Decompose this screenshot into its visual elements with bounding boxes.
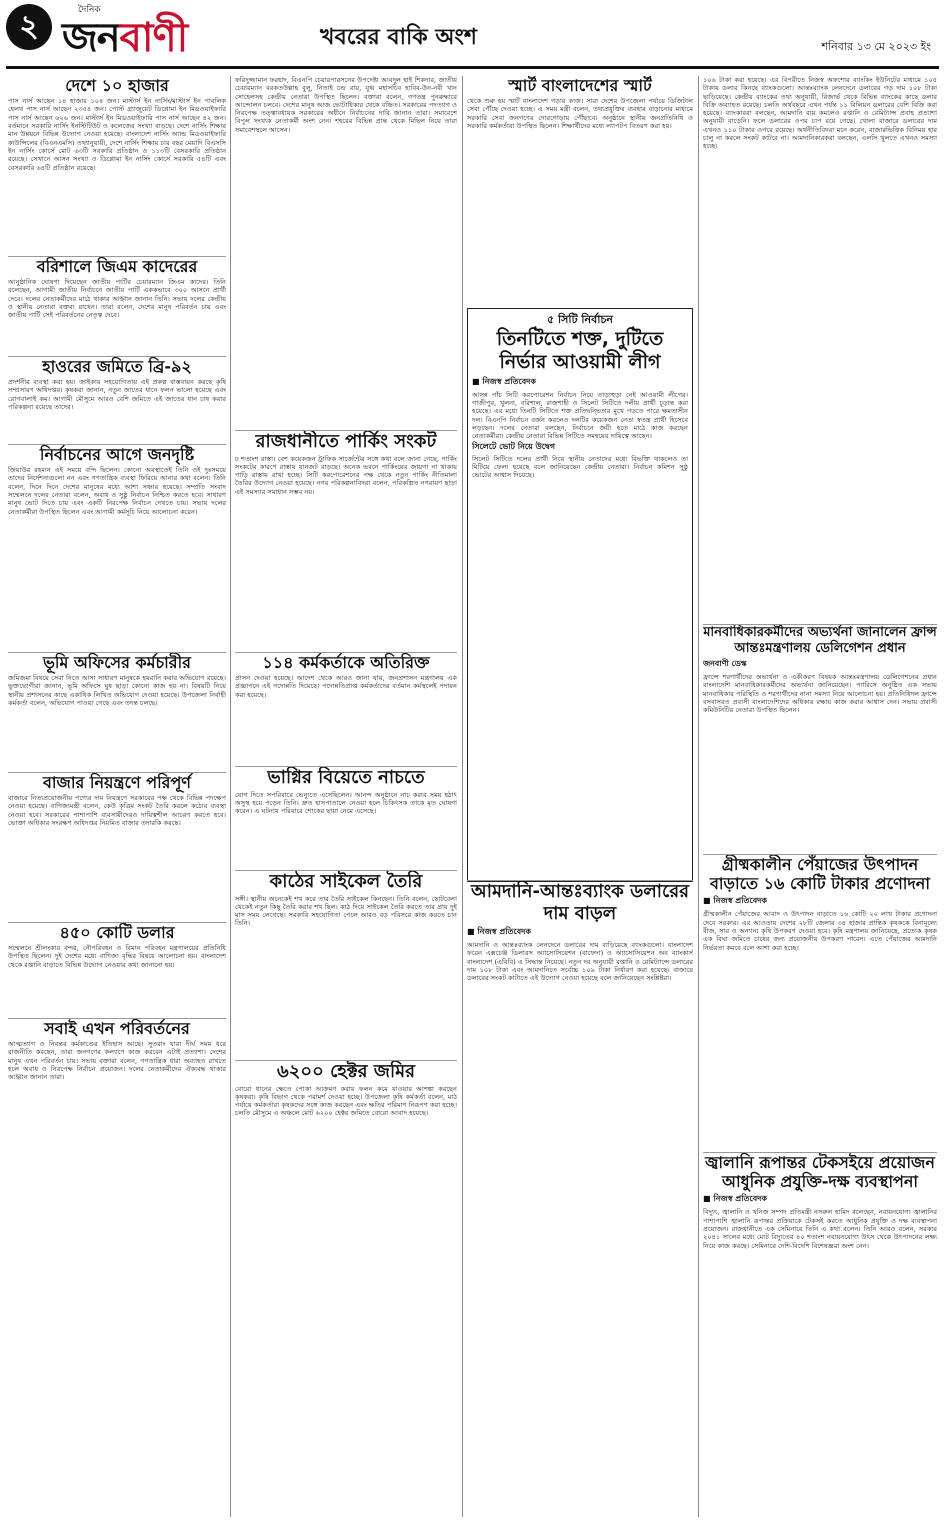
article-bazar-niyontrone xyxy=(8,772,226,921)
article-headline: জ্বালানি রূপান্তর টেকসইয়ে প্রয়োজন আধুনিক প্রযুক্তি-দক্ষ ব্যবস্থাপনা xyxy=(705,1153,935,1192)
column-2 xyxy=(235,76,457,1517)
article-body: থেকে শুরু হয় স্মার্ট বাংলাদেশ গড়ার কাজ। সারা দেশের উপজেলা পর্যায়ে ডিজিটাল সেবা পৌঁছে দেওয়া হচ্ছে। এ সময় মন্ত্রী বলেন, তথ্যপ্রযুক্তির ব্যবহার বাড়ানোর মাধ্যমে সরকারি সেবা জনগণের দোরগোড়ায় পৌঁছাবে। অনুষ্ঠানে স্থানীয় জনপ্রতিনিধি ও সরকারি কর্মকর্তারা উপস্থিত ছিলেন। শিক্ষার্থীদের মধ্যে ল্যাপটপ বিতরণ করা হয়। xyxy=(467,97,693,131)
article-body: ফ্রান্সে শরণার্থীদের অভ্যর্থনা ও একীকরণ বিষয়ক আন্তঃমন্ত্রণালয় ডেলিগেশনের প্রধান বাংলাদেশি মানবাধিকারকর্মীদের অভ্যর্থনা জানিয়েছেন। প্যারিসে অনুষ্ঠিত এক সভায় মানবাধিকার পরিস্থিতি ও শরণার্থীদের নানা সমস্যা নিয়ে আলোচনা হয়। প্রতিনিধিদল ফ্রান্সে বসবাসরত প্রবাসী বাংলাদেশিদের অধিকার রক্ষায় কাজ করার আশ্বাস দেন। সভায় প্রবাসী কমিউনিটির নেতারা উপস্থিত ছিলেন। xyxy=(703,673,937,715)
article-smart-bangladesh xyxy=(467,76,693,306)
article-rajdhani-parking xyxy=(235,430,457,651)
article-headline: মানবাধিকারকর্মীদের অভ্যর্থনা জানালেন ফ্রান্স আন্তঃমন্ত্রণালয় ডেলিগেশন প্রধান xyxy=(703,625,937,656)
column-4 xyxy=(703,76,937,1517)
article-450-koti-dollar xyxy=(8,922,226,1017)
article-body: সঙ্গী। স্থানীয় অনেকেই শখ করে তার তৈরি সাইকেল কিনছেন। তিনি বলেন, ছোটবেলা থেকেই নতুন কিছু তৈরি করার শখ ছিল। কাঠ দিয়ে সাইকেল তৈরি করতে তার প্রায় দুই মাস সময় লেগেছে। সরকারি সহযোগিতা পেলে আরও বড় পরিসরে কাজ করতে চান তিনি। xyxy=(235,894,457,928)
article-body: গ্রীষ্মকালীন পেঁয়াজের আবাদ ও উৎপাদন বাড়াতে ১৬ কোটি ২০ লাখ টাকার প্রণোদনা দেবে সরকার। এর আওতায় দেশের ২৮টি জেলার ৩৪ হাজার প্রান্তিক কৃষককে বিনামূল্যে বীজ, সার ও অন্যান্য কৃষি উপকরণ দেওয়া হবে। কৃষি মন্ত্রণালয় জানিয়েছে, প্রত্যেক কৃষক এক বিঘা জমিতে চাষের জন্য প্রয়োজনীয় উপকরণ পাবেন। এতে পেঁয়াজের আমদানি নির্ভরতা কমবে বলে আশা করা হচ্ছে। xyxy=(703,910,937,952)
article-headline: আমদানি-আন্তঃব্যাংক ডলারের দাম বাড়ল xyxy=(470,881,689,924)
article-bhumi-office xyxy=(8,652,226,771)
article-continued-rally xyxy=(235,76,457,428)
article-byline: ■ নিজস্ব প্রতিবেদক xyxy=(703,1194,767,1204)
article-headline: হাওরের জমিতে ব্রি-৯২ xyxy=(42,357,192,376)
article-body: আসন্ন পাঁচ সিটি করপোরেশন নির্বাচন নিয়ে তাড়াহুড়া নেই আওয়ামী লীগের। গাজীপুর, খুলনা, বরিশাল, রাজশাহী ও সিলেট সিটিতে দলীয় প্রার্থী চূড়ান্ত করা হয়েছে। এর মধ্যে তিনটি সিটিতে শক্ত প্রতিদ্বন্দ্বিতার মুখে পড়তে পারে ক্ষমতাসীন দল। বিএনপি নির্বাচন বর্জন করলেও দলটির কয়েকজন নেতা স্বতন্ত্র প্রার্থী হিসেবে লড়ছেন। দলের নেতারা বলছেন, নির্বাচনে জয়ী হতে মাঠে কাজ করছেন নেতাকর্মীরা। কেন্দ্রীয় নেতারা বিভিন্ন সিটিতে সমন্বয়ের দায়িত্বে আছেন। xyxy=(472,390,688,441)
article-headline: ভূমি অফিসের কর্মচারীর xyxy=(43,653,191,672)
article-headline: ৪৫০ কোটি ডলার xyxy=(59,923,175,942)
article-byline: ■ নিজস্ব প্রতিবেদক xyxy=(467,927,531,937)
article-headline: নির্বাচনের আগে জনদৃষ্টি xyxy=(39,445,195,464)
article-dollar-price xyxy=(467,880,693,1517)
article-haor-bri92 xyxy=(8,356,226,443)
article-barishale-gm-kader xyxy=(8,256,226,355)
article-byline: ■ নিজস্ব প্রতিবেদক xyxy=(472,376,536,386)
article-headline: তিনটিতে শক্ত, দুটিতে নির্ভার আওয়ামী লীগ xyxy=(496,328,664,373)
article-body: ফরিদুজ্জামান ফরহাদ, বিএনপি চেয়ারপারসনের উপদেষ্টা আবদুল হাই শিকদার, জাতীয় চেয়ারম্যান বরকতউল্লাহ বুলু, নিতাই চন্দ্র রায়, যুগ্ম মহাসচিব হাবিব-উন-নবী খান সোহেলসহ কেন্দ্রীয় নেতারা উপস্থিত ছিলেন। বক্তারা বলেন, গণতন্ত্র পুনরুদ্ধারে আন্দোলন চলবে। দেশের মানুষ আজ ভোটাধিকার থেকে বঞ্চিত। সরকারের পদত্যাগ ও নিরপেক্ষ তত্ত্বাবধায়ক সরকারের অধীনে নির্বাচনের দাবি জানান তারা। সমাবেশে বিপুল সংখ্যক নেতাকর্মী অংশ নেন। শহরের বিভিন্ন প্রান্ত থেকে মিছিল নিয়ে তারা সমাবেশস্থলে আসেন। xyxy=(235,76,457,134)
article-body: ১০৬ টাকা করা হয়েছে। এর বিপরীতে নিজস্ব অফশোর ব্যাংকিং ইউনিটের মাধ্যমে ১০৫ টাকায় ডলার কিনছে ব্যাংকগুলো। আন্তঃব্যাংক লেনদেনে ডলারের গড় দাম ১০৮ টাকা ছাড়িয়েছে। কেন্দ্রীয় ব্যাংকের তথ্য অনুযায়ী, রিজার্ভ থেকে বিভিন্ন ব্যাংকের কাছে ডলার বিক্রি অব্যাহত রয়েছে। চলতি অর্থবছরে এখন পর্যন্ত ১১ বিলিয়ন ডলারের বেশি বিক্রি করা হয়েছে। ব্যাংকাররা বলছেন, আমদানি ব্যয় কমলেও রপ্তানি ও রেমিট্যান্স প্রবাহ প্রত্যাশা অনুযায়ী বাড়েনি। ফলে ডলারের ওপর চাপ রয়ে গেছে। খোলা বাজারে ডলারের দাম এখনও ১১০ টাকার ওপরে রয়েছে। অর্থনীতিবিদরা মনে করেন, বাজারভিত্তিক বিনিময় হার চালু না করলে সংকট কাটবে না। আমদানিকারকরা বলছেন, এলসি খুলতে এখনও সমস্যা হচ্ছে। xyxy=(703,76,937,151)
article-subhead: সিলেটে ভোট নিয়ে উদ্বেগ xyxy=(472,441,555,451)
article-headline: বরিশালে জিএম কাদেরের xyxy=(36,257,198,276)
page-number-badge: ২ xyxy=(6,4,52,50)
issue-date: শনিবার ১৩ মে ২০২৩ ইং xyxy=(821,40,931,53)
article-body: জমিজমা বিষয়ে সেবা নিতে আসা সাধারণ মানুষকে হয়রানি করার অভিযোগ রয়েছে। ভুক্তভোগীরা জানান, ভূমি অফিসে ঘুষ ছাড়া কোনো কাজ হয় না। বিষয়টি নিয়ে স্থানীয় প্রশাসনের কাছে একাধিক লিখিত অভিযোগ দেওয়া হয়েছে। উপজেলা নির্বাহী কর্মকর্তা বলেন, অভিযোগ পাওয়া গেছে এবং তদন্ত চলছে। xyxy=(8,674,226,708)
article-headline: স্মার্ট বাংলাদেশের স্মার্ট xyxy=(508,76,652,95)
article-headline: ভাগ্নির বিয়েতে নাচতে xyxy=(267,767,425,788)
article-6200-hectare xyxy=(235,1060,457,1517)
article-byline: জনবাণী ডেস্ক xyxy=(703,659,747,669)
article-headline: রাজধানীতে পার্কিং সংকট xyxy=(255,431,437,452)
article-body: পাস নার্স আছেন ১৪ হাজার ১০৪ জন। মাস্টার্স ইন নার্সিং/মাস্টার্স ইন পাবলিক হেলথ পাস নার্স আছেন ২৩৫৪ জন। পোস্ট গ্র্যাজুয়েট ডিপ্লোমা ইন মিডওয়াইফারি পাস নার্স আছেন ৬২৬ জন। মাস্টার্স ইন মিডওয়াইফারি পাস নার্স আছেন ৪২ জন। বর্তমানে সরকারি নার্সিং ইনস্টিটিউট ও কলেজের সংখ্যা বাড়ছে। দেশে নার্সিং শিক্ষার মান উন্নয়নে বিভিন্ন উদ্যোগ নেওয়া হয়েছে। বাংলাদেশ নার্সিং অ্যান্ড মিডওয়াইফারি কাউন্সিলের (বিএনএমসি) তথ্যানুযায়ী, দেশে নার্সিং শিক্ষায় চার বছর মেয়াদি বিএসসি ইন নার্সিং কোর্সে মোট ৬৩টি সরকারি প্রতিষ্ঠান ও ১১৩টি বেসরকারি প্রতিষ্ঠান রয়েছে। সেখানে আসন সংখ্যা ও ডিপ্লোমা ইন নার্সিং কোর্সে সরকারি ৫৪টি এবং বেসরকারি ৬৪টি প্রতিষ্ঠান রয়েছে। xyxy=(8,97,226,172)
article-bhagnir-biye xyxy=(235,766,457,869)
article-114-karmakarta xyxy=(235,652,457,765)
article-body-2: সিলেট সিটিতে দলের প্রার্থী নিয়ে স্থানীয় নেতাদের মধ্যে বিভক্তি থাকলেও তা মিটিয়ে ফেলা হয়েছে বলে জানিয়েছেন কেন্দ্রীয় নেতারা। নির্বাচন কমিশন সুষ্ঠু ভোটের আশ্বাস দিয়েছে। xyxy=(472,454,688,480)
article-energy-transition xyxy=(703,1152,937,1517)
article-body: বিদ্যুৎ, জ্বালানি ও খনিজ সম্পদ প্রতিমন্ত্রী নসরুল হামিদ বলেছেন, নবায়নযোগ্য জ্বালানির পাশাপাশি জ্বালানি রূপান্তর প্রক্রিয়াকে টেকসই করতে আধুনিক প্রযুক্তি ও দক্ষ ব্যবস্থাপনা প্রয়োজন। রাজধানীতে এক সেমিনারে তিনি এ কথা বলেন। তিনি আরও বলেন, সরকার ২০৪১ সালের মধ্যে মোট বিদ্যুতের ৪০ শতাংশ নবায়নযোগ্য উৎস থেকে উৎপাদনের লক্ষ্য নিয়ে কাজ করছে। সেমিনারে দেশি-বিদেশি বিশেষজ্ঞরা অংশ নেন। xyxy=(703,1208,937,1250)
article-body: বাজারে নিত্যপ্রয়োজনীয় পণ্যের দাম নিয়ন্ত্রণে সরকারের পক্ষ থেকে বিভিন্ন পদক্ষেপ নেওয়া হয়েছে। বাণিজ্যমন্ত্রী বলেন, কেউ কৃত্রিম সংকট তৈরি করলে কঠোর ব্যবস্থা নেওয়া হবে। সরকারের পাশাপাশি ব্যবসায়ীদেরও দায়িত্বশীল আচরণ করতে হবে। ভোক্তা অধিকার সংরক্ষণ অধিদপ্তর নিয়মিত বাজার তদারকি করছে। xyxy=(8,794,226,828)
article-headline: দেশে ১০ হাজার xyxy=(65,76,169,95)
article-human-rights-delegation xyxy=(703,624,937,853)
article-nirbachoner-age xyxy=(8,444,226,651)
article-headline: গ্রীষ্মকালীন পেঁয়াজের উৎপাদন বাড়াতে ১৬ কোটি টাকার প্রণোদনা xyxy=(709,855,930,894)
masthead xyxy=(0,0,945,78)
article-headline: কাঠের সাইকেল তৈরি xyxy=(269,871,423,892)
article-onion-incentive xyxy=(703,854,937,1151)
article-body: আমদানি ও আন্তঃব্যাংক লেনদেনে ডলারের দাম বাড়িয়েছে ব্যাংকগুলো। বাংলাদেশ ফরেন এক্সচেঞ্জ ডিলারস অ্যাসোসিয়েশন (বাফেদা) ও অ্যাসোসিয়েশন অব ব্যাংকার্স বাংলাদেশ (এবিবি) এ সিদ্ধান্ত নিয়েছে। নতুন দর অনুযায়ী রপ্তানি ও রেমিট্যান্সে ডলারের দাম ১০৮ টাকা এবং আমদানিতে সর্বোচ্চ ১০৯ টাকা নির্ধারণ করা হয়েছে। বাজারে ডলারের সংকট কাটাতে এই উদ্যোগ নেওয়া হয়েছে বলে জানিয়েছেন সংশ্লিষ্টরা। xyxy=(467,941,693,983)
article-body: প্রদর্শনীর ব্যবস্থা করা হয়। জাইকার সহযোগিতায় এই প্রকল্প বাস্তবায়ন করছে কৃষি সম্প্রসারণ অধিদপ্তর। কৃষকরা জানান, নতুন জাতের ধানে ফলন ভালো হয়েছে এবং রোগবালাই কম। আগামী মৌসুমে আরও বেশি জমিতে এই জাতের ধান চাষ করার পরিকল্পনা রয়েছে তাদের। xyxy=(8,378,226,412)
article-headline: বাজার নিয়ন্ত্রণে পরিপূর্ণ xyxy=(43,773,191,792)
article-headline: ৬২০০ হেক্টর জমির xyxy=(276,1061,416,1082)
article-headline: ১১৪ কর্মকর্তাকে অতিরিক্ত xyxy=(262,653,430,672)
logo-part-2: বাণী xyxy=(119,15,188,61)
article-5-city-election xyxy=(467,308,693,882)
column-1 xyxy=(8,76,226,1517)
article-kather-cycle xyxy=(235,870,457,1059)
article-body: সম্মেলনে শ্রীলংকার বন্দর, নৌপরিবহন ও বিমান পরিবহন মন্ত্রণালয়ের প্রতিনিধি উপস্থিত ছিলেন। দুই দেশের মধ্যে বাণিজ্য বৃদ্ধির বিষয়ে আলোচনা হয়। বাংলাদেশ থেকে রপ্তানি বাড়াতে বিভিন্ন উদ্যোগ নেওয়ার কথা জানানো হয়। xyxy=(8,944,226,969)
article-body: জিয়াউর রহমান এই সময়ে বন্দি ছিলেন। কোনো অবস্থাতেই তিনি ওই দুঃসময়ে তাদের নির্দেশনাগুলো নন এবং গণতান্ত্রিক ব্যবস্থা ফিরিয়ে আনার কথা বলেন। তিনি বলেন, দিনে দিনে দেশের মানুষের মধ্যে আশা সঞ্চার হয়েছে। সম্প্রতি সংবাদ সম্মেলনে দলের নেতারা বলেন, অবাধ ও সুষ্ঠু নির্বাচন নিশ্চিত করতে হবে। সাধারণ মানুষ ভোট দিতে চায় এবং একটি নিরপেক্ষ নির্বাচন দেখতে চায়। সভায় দলের নেতাকর্মীরা উপস্থিত ছিলেন এবং আগামী কর্মসূচি নিয়ে আলোচনা করেন। xyxy=(8,466,226,516)
article-body: ঢ শতাংশ রাস্তা। বেশ কয়েকজন ট্রাফিক সার্জেন্টের সঙ্গে কথা বলে জানা গেছে, পার্কিং সংকটের কারণে রাস্তায় যানজট বাড়ছে। অনেক ভবনে পার্কিংয়ের জায়গা না থাকায় গাড়ি রাস্তায় রাখা হচ্ছে। সিটি করপোরেশনের পক্ষ থেকে নতুন পার্কিং নীতিমালা তৈরির উদ্যোগ নেওয়া হয়েছে। নগর পরিকল্পনাবিদরা বলেন, পরিকল্পিত নগরায়ণ ছাড়া এই সমস্যার সমাধান সম্ভব নয়। xyxy=(235,454,457,496)
logo-daily-label: দৈনিক xyxy=(78,5,101,15)
column-divider xyxy=(698,76,699,1517)
section-title: খবরের বাকি অংশ xyxy=(320,25,477,50)
article-body: প্রাসন দেওয়া হয়েছে। আদেশ থেকে আরও জানা যায়, জনপ্রশাসন মন্ত্রণালয় এক প্রজ্ঞাপনে এই পদোন্নতি দিয়েছে। পদোন্নতিপ্রাপ্ত কর্মকর্তাদের বর্তমান কর্মস্থলেই পদায়ন করা হয়েছে। xyxy=(235,674,457,699)
article-body: বোরো ধানের ক্ষেতে পোকা আক্রমণ করায় ফলন কমে যাওয়ার আশঙ্কা করছেন কৃষকরা। কৃষি বিভাগ থেকে পরামর্শ দেওয়া হচ্ছে। উপজেলা কৃষি কর্মকর্তা বলেন, মাঠ পর্যায়ে কর্মকর্তারা কৃষকদের সঙ্গে কাজ করছেন এবং ক্ষতির পরিমাণ নিরূপণ করা হচ্ছে। চলতি মৌসুমে এ অঞ্চলে মোট ৬২০০ হেক্টর জমিতে বোরো আবাদ হয়েছে। xyxy=(235,1084,457,1118)
article-continued-dollar xyxy=(703,76,937,622)
article-headline: সবাই এখন পরিবর্তনের xyxy=(44,1019,190,1038)
article-body: আনুষ্ঠানিক ঘোষণা দিয়েছেন জাতীয় পার্টির চেয়ারম্যান জিএম কাদের। তিনি বলেছেন, আগামী জাতীয় নির্বাচনে জাতীয় পার্টি এককভাবে ৩০০ আসনে প্রার্থী দেবে। দলের নেতাকর্মীদের মাঠে থাকার আহ্বান জানান তিনি। সভায় দলের কেন্দ্রীয় ও স্থানীয় নেতারা বক্তব্য রাখেন। তারা বলেন, দেশের মানুষ পরিবর্তন চায় এবং জাতীয় পার্টি সেই পরিবর্তনের নেতৃত্ব দেবে। xyxy=(8,278,226,320)
masthead-rule xyxy=(6,66,939,69)
article-body: আত্মত্যাগ ও নিরন্তর কর্মকাণ্ডের ইতিহাস আছে। সুতরাং যারা দীর্ঘ সময় ধরে রাজনীতি করছেন, তারা জনগণের কল্যাণে কাজ করবেন এটাই প্রত্যাশা। দেশের মানুষ এখন পরিবর্তন চায়। সভায় বক্তারা বলেন, গণতান্ত্রিক ধারা অব্যাহত রাখতে হলে অবাধ ও নিরপেক্ষ নির্বাচন প্রয়োজন। দলের নেতাকর্মীদের ঐক্যবদ্ধ থাকার আহ্বান জানান তারা। xyxy=(8,1040,226,1082)
article-sobai-ekhon xyxy=(8,1018,226,1517)
logo-part-1: জন xyxy=(62,15,120,61)
article-byline: ■ নিজস্ব প্রতিবেদক xyxy=(703,896,767,906)
column-divider xyxy=(230,76,231,1517)
column-divider xyxy=(462,76,463,1517)
article-body: যোগ দিতে সপরিবারে ভেন্যুতে এসেছিলেন। আনন্দ অনুষ্ঠানে নাচ করার সময় হঠাৎ অসুস্থ হয়ে পড়েন তিনি। দ্রুত হাসপাতালে নেওয়া হলে চিকিৎসক তাকে মৃত ঘোষণা করেন। এ ঘটনায় পরিবারে শোকের ছায়া নেমে এসেছে। xyxy=(235,790,457,816)
article-kicker: ৫ সিটি নির্বাচন xyxy=(547,313,613,326)
article-deshe-10-hajar xyxy=(8,76,226,254)
column-3 xyxy=(467,76,693,1517)
